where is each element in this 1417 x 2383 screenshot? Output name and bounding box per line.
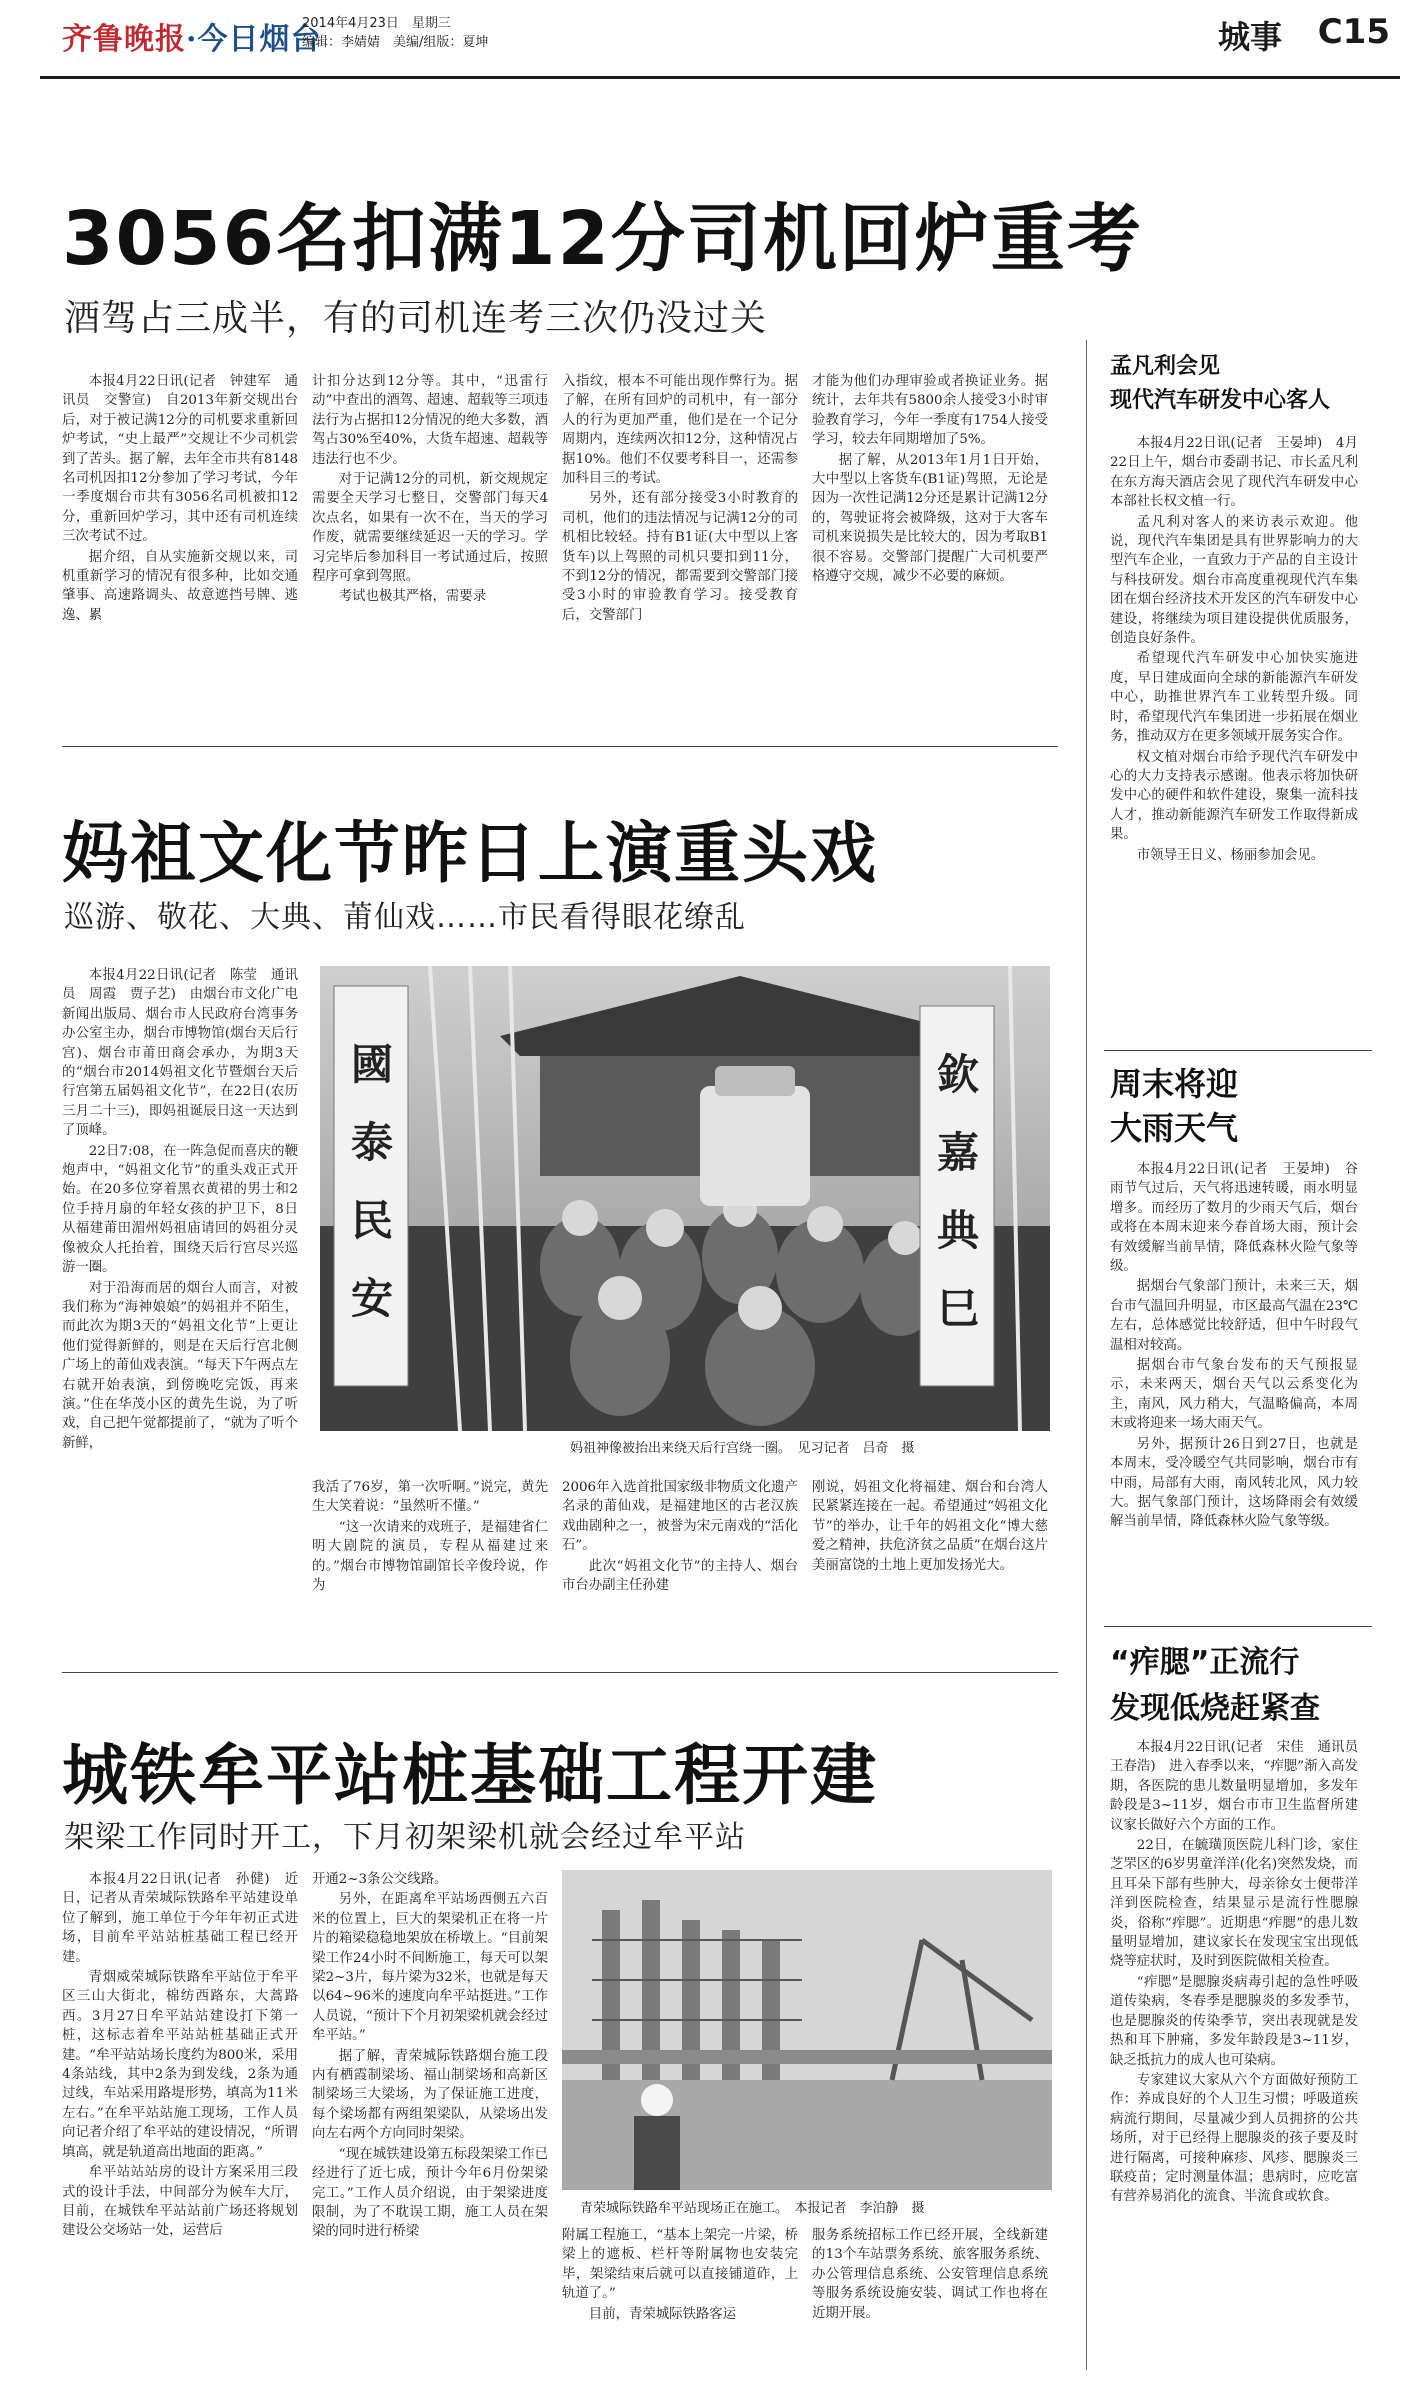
- paragraph: 本报4月22日讯(记者 陈莹 通讯员 周霞 贾子艺) 由烟台市文化广电新闻出版局、烟台市人民政府台湾事务办公室主办，烟台市博物馆(烟台天后行宫)、烟台市莆田商会承办，为期3天的“烟台市2014妈祖文化节暨烟台天后行宫第五届妈祖文化节”，在22日(农历三月二十三)，即妈祖诞辰日这一天达到了顶峰。: [62, 968, 298, 1139]
- story2-column-2: [312, 1478, 548, 1648]
- paragraph: 服务系统招标工作已经开展，全线新建的13个车站票务系统、旅客服务系统、办公管理信息系统、公安管理信息系统等服务系统设施安装、调试工作也将在近期开展。: [812, 2228, 1048, 2321]
- section-name: 城事: [1217, 18, 1282, 56]
- banner-right-text: 欽嘉典巳: [936, 1050, 979, 1333]
- paragraph: 据烟台市气象台发布的天气预报显示，未来两天，烟台天气以云系变化为主，南风，风力稍大，气温略偏高，本周末或将迎来一场大雨天气。: [1110, 1358, 1358, 1432]
- paragraph: 我活了76岁，第一次听啊。”说完，黄先生大笑着说：“虽然听不懂。”: [312, 1480, 548, 1515]
- story1-subhead: 酒驾占三成半，有的司机连考三次仍没过关: [64, 298, 768, 339]
- story2-column-1: [62, 966, 298, 1471]
- issue-meta: [302, 14, 488, 52]
- story1-column-3: [562, 372, 798, 712]
- logo-sub: ·今日烟台: [186, 22, 322, 57]
- paragraph: 另外，据预计26日到27日，也就是本周末，受冷暖空气共同影响，烟台市有中雨，局部有大雨，南风转北风，风力较大。据气象部门预计，这场降雨会有效缓解当前旱情，降低森林火险气象等级。: [1110, 1436, 1358, 1530]
- paragraph: 本报4月22日讯(记者 钟建军 通讯员 交警宣) 自2013年新交规出台后，对于被记满12分的司机要求重新回炉考试，“史上最严”交规让不少司机尝到了苦头。据了解，去年全市共有8148名司机因扣12分参加了学习考试，今年一季度烟台市共有3056名司机被扣12分，重新回炉学习，其中还有司机连续三次考试不过。: [62, 374, 298, 545]
- logo-main: 齐鲁晚报: [62, 22, 186, 57]
- story2-column-4: [812, 1478, 1048, 1648]
- paragraph: 22日7:08，在一阵急促而喜庆的鞭炮声中，“妈祖文化节”的重头戏正式开始。在20多位穿着黑衣黄裙的男士和2位手持月扇的年轻女孩的护卫下，8日从福建莆田湄州妈祖庙请回的妈祖分灵像被众人托抬着，围绕天后行宫尽兴巡游一圈。: [62, 1143, 298, 1276]
- paragraph: 本报4月22日讯(记者 王晏坤) 谷雨节气过后，天气将迅速转暖，雨水明显增多。而经历了数月的少雨天气后，烟台或将在本周末迎来今春首场大雨，预计会有效缓解当前旱情，降低森林火险气象等级。: [1110, 1162, 1358, 1275]
- sidebar2-title: [1110, 1062, 1238, 1150]
- paragraph: 刚说，妈祖文化将福建、烟台和台湾人民紧紧连接在一起。希望通过“妈祖文化节”的举办，让千年的妈祖文化“博大慈爱之精神，扶危济贫之品质”在烟台这片美丽富饶的土地上更加发扬光大。: [812, 1480, 1048, 1573]
- paragraph: 附属工程施工，“基本上架完一片梁，桥梁上的遮板、栏杆等附属物也安装完毕，架梁结束后就可以直接铺道砟，上轨道了。”: [562, 2228, 798, 2302]
- story1-column-4: [812, 372, 1048, 712]
- story3-column-3: [562, 2226, 798, 2376]
- story3-headline: 城铁牟平站桩基础工程开建: [62, 1737, 878, 1814]
- paragraph: 本报4月22日讯(记者 宋佳 通讯员 王春浩) 进入春季以来，“痄腮”渐入高发期，各医院的患儿数量明显增加，多发年龄段是3~11岁，烟台市市卫生监督所建议家长做好六个方面的工作。: [1110, 1740, 1372, 1833]
- story2-headline: 妈祖文化节昨日上演重头戏: [62, 815, 878, 892]
- sidebar2-body: [1110, 1160, 1358, 1630]
- paragraph: 权文植对烟台市给予现代汽车研发中心的大力支持表示感谢。他表示将加快研发中心的硬件和软件建设，聚集一流科技人才，推动新能源汽车研发工作取得新成果。: [1110, 749, 1358, 843]
- paragraph: “这一次请来的戏班子，是福建省仁明大剧院的演员，专程从福建过来的。”烟台市博物馆副馆长辛俊玲说，作为: [312, 1519, 548, 1594]
- paragraph: 据烟台气象部门预计，未来三天，烟台市气温回升明显，市区最高气温在23℃左右，总体感觉比较舒适，但中午时段气温相对较高。: [1110, 1279, 1358, 1353]
- sidebar3-title-line1: “痄腮”正流行: [1110, 1645, 1300, 1680]
- sidebar1-title: [1110, 350, 1330, 418]
- railway-construction-photo: [562, 1870, 1052, 2190]
- sidebar3-body: [1110, 1738, 1372, 2378]
- story2-subhead: 巡游、敬花、大典、莆仙戏……市民看得眼花缭乱: [64, 900, 746, 935]
- editor-credits: 编辑：李婧婧 美编/组版：夏坤: [302, 35, 489, 50]
- construction-photo-art: [562, 1870, 1052, 2190]
- paragraph: 市领导王日义、杨丽参加会见。: [1136, 847, 1325, 863]
- paragraph: 牟平站站站房的设计方案采用三段式的设计手法，中间部分为候车大厅，目前，在城铁牟平站站前广场还将规划建设公交场站一处，运营后: [62, 2165, 298, 2239]
- story3-column-4: [812, 2226, 1048, 2376]
- paragraph: 22日，在毓璜顶医院儿科门诊，家住芝罘区的6岁男童洋洋(化名)突然发烧，而且耳朵下部有些肿大，母亲徐女士便带洋洋到医院检查，结果显示是流行性腮腺炎，俗称“痄腮”。近期患“痄腮”的患儿数量明显增加，建议家长在发现宝宝出现低烧等症状时，及时到医院做相关检查。: [1110, 1838, 1358, 1970]
- sidebar-rule: [1086, 340, 1087, 2370]
- newspaper-logo: [62, 14, 321, 58]
- paragraph: 本报4月22日讯(记者 孙健) 近日，记者从青荣城际铁路牟平站建设单位了解到，施工单位于今年年初正式进场，目前牟平站站桩基础工程已经开建。: [62, 1872, 298, 1965]
- paragraph: 据了解，从2013年1月1日开始，大中型以上客货车(B1证)驾照，无论是因为一次性记满12分还是累计记满12分的，驾驶证将会被降级，这对于大客车司机来说损失是比较大的，因为考取B1很不容易。交警部门提醒广大司机要严格遵守交规，减少不必要的麻烦。: [812, 452, 1048, 585]
- banner-left-text: 國泰民安: [350, 1040, 393, 1323]
- paragraph: 本报4月22日讯(记者 王晏坤) 4月22日上午，烟台市委副书记、市长孟凡利在东方海天酒店会见了现代汽车研发中心本部社长权文植一行。: [1110, 436, 1358, 510]
- sidebar1-title-line1: 孟凡利会见: [1110, 354, 1221, 379]
- story1-column-2: [312, 372, 548, 712]
- story2-column-3: [562, 1478, 798, 1648]
- sidebar1-title-line2: 现代汽车研发中心客人: [1110, 388, 1331, 413]
- story2-photo-caption: 妈祖神像被抬出来绕天后行宫绕一圈。 见习记者 吕奇 摄: [570, 1441, 915, 1456]
- paragraph: 青烟威荣城际铁路牟平站位于牟平区三山大街北，棉纺西路东，大蒿路西。3月27日牟平站站建设打下第一桩，这标志着牟平站站桩基础正式开建。“牟平站站场长度约为800米，采用4条站线，其中2条为到发线，2条为通过线，车站采用路堤形势，填高为11米左右。”在牟平站站施工现场，工作人员向记者介绍了牟平站的建设情况，“所谓填高，就是轨道高出地面的距离。”: [62, 1970, 298, 2160]
- paragraph: 此次“妈祖文化节”的主持人、烟台市台办副主任孙建: [562, 1558, 798, 1594]
- story-divider: [62, 746, 1058, 747]
- paragraph: 入指纹，根本不可能出现作弊行为。据了解，在所有回炉的司机中，有一部分人的行为更加严重，他们是在一个记分周期内，连续两次扣12分，这种情况占据10%。他们不仅要考科目一，还需参加科目三的考试。: [562, 374, 798, 487]
- masthead: [40, 0, 1400, 70]
- sidebar2-title-line1: 周末将迎: [1110, 1065, 1239, 1103]
- sidebar3-title-line2: 发现低烧赶紧查: [1110, 1691, 1320, 1726]
- paragraph: 专家建议大家从六个方面做好预防工作：养成良好的个人卫生习惯；呼吸道疾病流行期间，尽量减少到人员拥挤的公共场所，对于已经得上腮腺炎的孩子要及时进行隔离，可接种麻疹、风疹、腮腺炎三联疫苗；定时测量体温；患病时，应吃富有营养易消化的流食、半流食或软食。: [1110, 2072, 1358, 2205]
- story3-photo-caption: 青荣城际铁路牟平站现场正在施工。 本报记者 李泊静 摄: [580, 2201, 925, 2216]
- paragraph: “痄腮”是腮腺炎病毒引起的急性呼吸道传染病，冬春季是腮腺炎的多发季节，也是腮腺炎的传染季节，突出表现就是发热和耳下肿痛，多发年龄段是3~11岁，缺乏抵抗力的成人也可染病。: [1110, 1974, 1358, 2068]
- sidebar-divider: [1104, 1050, 1372, 1051]
- story1-headline: 3056名扣满12分司机回炉重考: [62, 196, 1143, 282]
- paragraph: 对于沿海而居的烟台人而言，对被我们称为“海神娘娘”的妈祖并不陌生，而此次为期3天的“妈祖文化节”上更让他们觉得新鲜的，则是在天后行宫北侧广场上的莆仙戏表演。“每天下午两点左右就开始表演，到傍晚吃完饭，再来演。”住在华茂小区的黄先生说，为了听戏，自己把午觉都提前了，“就为了听个新鲜，: [62, 1280, 298, 1451]
- masthead-rule: [40, 76, 1400, 79]
- page-number: C15: [1317, 12, 1390, 52]
- sidebar3-title: [1110, 1640, 1320, 1732]
- mazu-procession-photo: [320, 966, 1050, 1431]
- story3-column-1: [62, 1870, 298, 2375]
- paragraph: “现在城铁建设第五标段架梁工作已经进行了近七成，预计今年6月份架梁完工。”工作人员介绍说，由于架梁进度限制，为了不耽误工期，施工人员在架梁的同时进行桥梁: [312, 2146, 548, 2240]
- sidebar1-body: [1110, 434, 1358, 1024]
- paragraph: 开通2~3条公交线路。: [312, 1872, 448, 1887]
- paragraph: 才能为他们办理审验或者换证业务。据统计，去年共有5800余人接受3小时审验教育学习，今年一季度有1754人接受学习，较去年同期增加了5%。: [812, 374, 1048, 448]
- paragraph: 孟凡利对客人的来访表示欢迎。他说，现代汽车集团是具有世界影响力的大型汽车企业，一直致力于产品的自主设计与科技研发。烟台市高度重视现代汽车集团在烟台经济技术开发区的汽车研发中心建设，将继续为项目建设提供优质服务，创造良好条件。: [1110, 514, 1358, 647]
- paragraph: 另外，在距离牟平站场西侧五六百米的位置上，巨大的架梁机正在将一片片的箱梁稳稳地架放在桥墩上。“目前架梁工作24小时不间断施工，每天可以架梁2~3片，每片梁为32米，也就是每天以64~96米的速度向牟平站挺进。”工作人员说，“预计下个月初架梁机就会经过牟平站。”: [312, 1892, 548, 2044]
- paragraph: 目前，青荣城际铁路客运: [588, 2306, 737, 2322]
- story-divider: [62, 1672, 1058, 1673]
- sidebar2-title-line2: 大雨天气: [1110, 1109, 1239, 1147]
- paragraph: 据介绍，自从实施新交规以来，司机重新学习的情况有很多种，比如交通肇事、高速路调头、故意遮挡号牌、逃逸、累: [62, 549, 298, 623]
- paragraph: 据了解，青荣城际铁路烟台施工段内有栖霞制梁场、福山制梁场和高新区制梁场三大梁场，为了保证施工进度，每个梁场都有两组架梁队，从梁场出发向左右两个方向同时架梁。: [312, 2048, 548, 2142]
- paragraph: 另外，还有部分接受3小时教育的司机，他们的违法情况与记满12分的司机相比较轻。持有B1证(大中型以上客货车)以上驾照的司机只要扣到11分，不到12分的情况，都需要到交警部门接受3小时的审验教育学习。接受教育后，交警部门: [562, 491, 798, 623]
- story3-column-2: [312, 1870, 548, 2375]
- paragraph: 考试也极其严格，需要录: [338, 589, 487, 605]
- story1-column-1: [62, 372, 298, 712]
- issue-date: 2014年4月23日 星期三: [302, 16, 451, 31]
- paragraph: 2006年入选首批国家级非物质文化遗产名录的莆仙戏，是福建地区的古老汉族戏曲剧种之一，被誉为宋元南戏的“活化石”。: [562, 1480, 798, 1554]
- story3-subhead: 架梁工作同时开工，下月初架梁机就会经过牟平站: [64, 1820, 746, 1855]
- paragraph: 希望现代汽车研发中心加快实施进度，早日建成面向全球的新能源汽车研发中心，助推世界汽车工业转型升级。同时，希望现代汽车集团进一步拓展在烟业务，推动双方在更多领域开展务实合作。: [1110, 651, 1358, 745]
- sidebar-divider: [1104, 1626, 1372, 1627]
- paragraph: 对于记满12分的司机，新交规规定需要全天学习七整日，交警部门每天4次点名，如果有一次不在，当天的学习作废，就需要继续延迟一天的学习。学习完毕后参加科目一考试通过后，按照程序可拿到驾照。: [312, 472, 548, 585]
- paragraph: 计扣分达到12分等。其中，“迅雷行动”中查出的酒驾、超速、超载等三项违法行为占据扣12分情况的绝大多数，酒驾占30%至40%，大货车超速、超载等违法行也不少。: [312, 374, 548, 467]
